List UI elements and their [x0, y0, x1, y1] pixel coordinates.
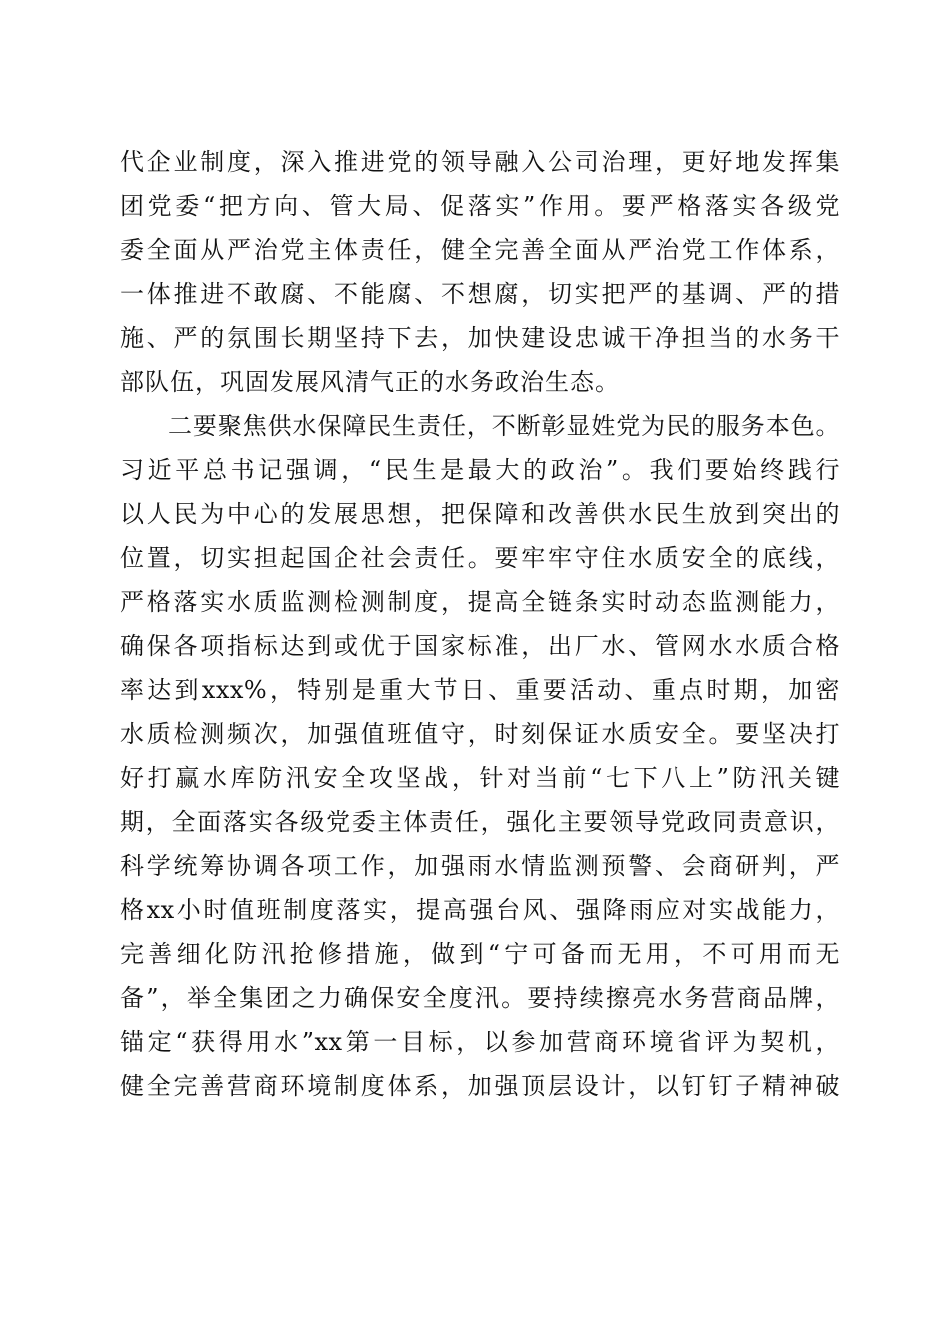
- text-line: 格xx小时值班制度落实，提高强台风、强降雨应对实战能力，: [120, 896, 840, 924]
- text-line: 施、严的氛围长期坚持下去，加快建设忠诚干净担当的水务干: [120, 324, 840, 352]
- text-line: 严格落实水质监测检测制度，提高全链条实时动态监测能力，: [120, 588, 840, 616]
- text-line: 完善细化防汛抢修措施，做到“宁可备而无用，不可用而无: [120, 940, 840, 968]
- text-line: 率达到xxx%，特别是重大节日、重要活动、重点时期，加密: [120, 676, 840, 704]
- text-line: 锚定“获得用水”xx第一目标，以参加营商环境省评为契机，: [120, 1028, 840, 1056]
- text-line: 一体推进不敢腐、不能腐、不想腐，切实把严的基调、严的措: [120, 280, 840, 308]
- text-line: 代企业制度，深入推进党的领导融入公司治理，更好地发挥集: [120, 148, 840, 176]
- body-text: [120, 140, 840, 1108]
- text-line: 以人民为中心的发展思想，把保障和改善供水民生放到突出的: [120, 500, 840, 528]
- paragraph-end-line: 部队伍，巩固发展风清气正的水务政治生态。: [120, 368, 620, 396]
- text-line: 委全面从严治党主体责任，健全完善全面从严治党工作体系，: [120, 236, 840, 264]
- text-line: 习近平总书记强调，“民生是最大的政治”。我们要始终践行: [120, 456, 840, 484]
- text-line: 健全完善营商环境制度体系，加强顶层设计，以钉钉子精神破: [120, 1072, 840, 1100]
- text-line: 确保各项指标达到或优于国家标准，出厂水、管网水水质合格: [120, 632, 840, 660]
- text-line: 好打赢水库防汛安全攻坚战，针对当前“七下八上”防汛关键: [120, 764, 840, 792]
- paragraph-start-line: 二要聚焦供水保障民生责任，不断彰显姓党为民的服务本色。: [168, 412, 840, 440]
- text-line: 期，全面落实各级党委主体责任，强化主要领导党政同责意识，: [120, 808, 840, 836]
- text-line: 团党委“把方向、管大局、促落实”作用。要严格落实各级党: [120, 192, 840, 220]
- text-line: 位置，切实担起国企社会责任。要牢牢守住水质安全的底线，: [120, 544, 840, 572]
- text-line: 科学统筹协调各项工作，加强雨水情监测预警、会商研判，严: [120, 852, 840, 880]
- text-line: 备”，举全集团之力确保安全度汛。要持续擦亮水务营商品牌，: [120, 984, 840, 1012]
- text-line: 水质检测频次，加强值班值守，时刻保证水质安全。要坚决打: [120, 720, 840, 748]
